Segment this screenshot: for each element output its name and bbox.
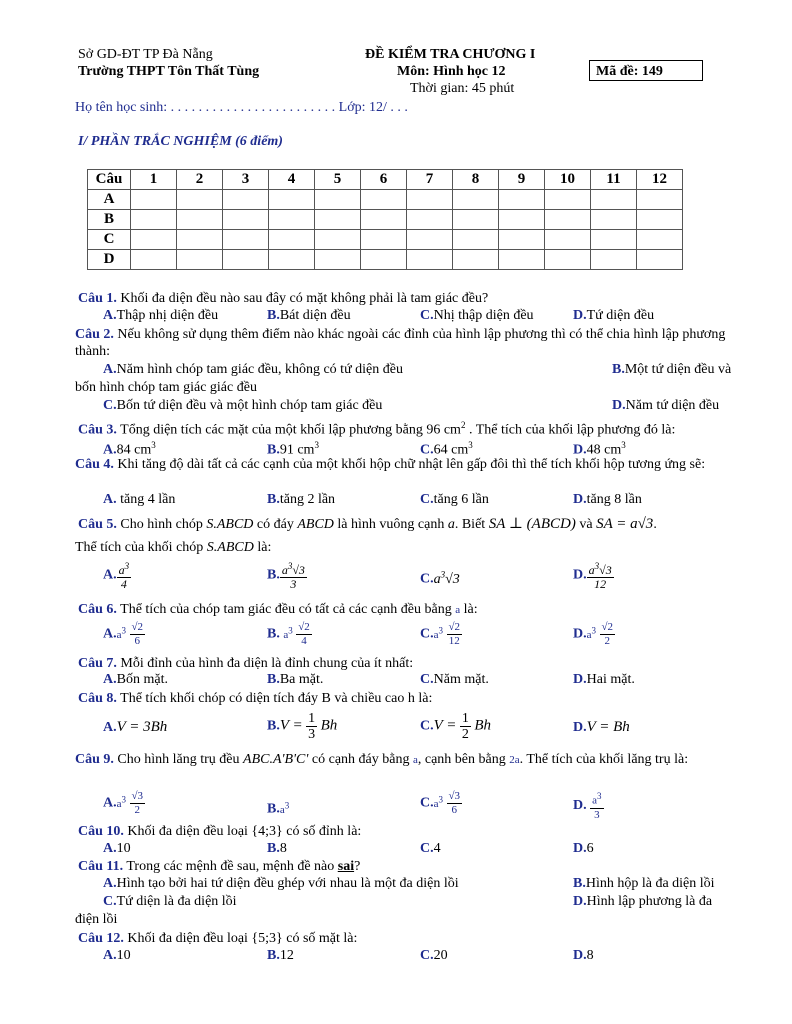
subject: Môn: Hình học 12 bbox=[397, 64, 506, 79]
q1-option-a[interactable]: A.Thập nhị diện đều bbox=[103, 308, 219, 323]
answer-cell[interactable] bbox=[315, 250, 361, 270]
answer-cell[interactable] bbox=[131, 250, 177, 270]
q1-option-d[interactable]: D.Tứ diện đều bbox=[573, 308, 655, 323]
q12-option-b[interactable]: B.12 bbox=[267, 948, 294, 963]
q11-option-d-continued: điện lồi bbox=[75, 912, 118, 927]
q4-option-b[interactable]: B.tăng 2 lần bbox=[267, 492, 336, 507]
answer-cell[interactable] bbox=[591, 190, 637, 210]
answer-cell[interactable] bbox=[131, 210, 177, 230]
q3-option-c[interactable]: C.64 $cm^3$ bbox=[420, 440, 473, 458]
q4-option-a[interactable]: A. tăng 4 lần bbox=[103, 492, 176, 507]
question-10: Câu 10. Khối đa diện đều loại {4;3} có số đỉnh là: bbox=[78, 824, 362, 839]
answer-cell[interactable] bbox=[499, 190, 545, 210]
answer-cell[interactable] bbox=[637, 250, 683, 270]
q11-option-d[interactable]: D.Hình lập phương là đa bbox=[573, 894, 713, 909]
answer-cell[interactable] bbox=[177, 230, 223, 250]
q6-option-d[interactable]: $D.a^3$ $\frac{√2}{2}$ bbox=[573, 621, 614, 647]
answer-cell[interactable] bbox=[315, 230, 361, 250]
q10-option-b[interactable]: B.8 bbox=[267, 841, 287, 856]
q9-option-c[interactable]: $C.a^3$ $\frac{√3}{6}$ bbox=[420, 790, 461, 816]
answer-cell[interactable] bbox=[499, 230, 545, 250]
answer-cell[interactable] bbox=[499, 210, 545, 230]
q5-option-a[interactable]: A. $\frac{a^3}{4}$ bbox=[103, 561, 130, 591]
question-5-continued: Thể tích của khối chóp S.ABCD là: bbox=[75, 540, 272, 555]
table-header-cell: 2 bbox=[177, 170, 223, 190]
q5-option-d[interactable]: D. $\frac{a^3√3}{12}$ bbox=[573, 561, 612, 591]
answer-cell[interactable] bbox=[177, 190, 223, 210]
q5-option-b[interactable]: B. $\frac{a^3√3}{3}$ bbox=[267, 561, 305, 591]
q2-option-b-continued: bốn hình chóp tam giác giác đều bbox=[75, 380, 257, 395]
answer-cell[interactable] bbox=[637, 190, 683, 210]
q8-option-a[interactable]: A.V = 3Bh bbox=[103, 719, 168, 735]
table-header-cell: 12 bbox=[637, 170, 683, 190]
answer-cell[interactable] bbox=[591, 210, 637, 230]
q12-option-c[interactable]: C.20 bbox=[420, 948, 448, 963]
q11-option-c[interactable]: C.Tứ diện là đa diện lồi bbox=[103, 894, 237, 909]
question-3: Câu 3. Tổng diện tích các mặt của một khối lập phương bằng 96 $cm^2$ . Thể tích của khối lập phương đó là: bbox=[78, 420, 676, 438]
question-8: Câu 8. Thể tích khối chóp có diện tích đáy B và chiều cao h là: bbox=[78, 691, 433, 706]
school-name: Trường THPT Tôn Thất Tùng bbox=[78, 64, 260, 79]
table-header-cell: 4 bbox=[269, 170, 315, 190]
answer-cell[interactable] bbox=[131, 190, 177, 210]
answer-cell[interactable] bbox=[177, 210, 223, 230]
table-row bbox=[88, 210, 683, 230]
q6-option-a[interactable]: $A.a^3$ $\frac{√2}{6}$ bbox=[103, 621, 144, 647]
q11-option-a[interactable]: A.Hình tạo bởi hai tứ diện đều ghép với nhau là một đa diện lồi bbox=[103, 876, 459, 891]
answer-cell[interactable] bbox=[315, 210, 361, 230]
answer-cell[interactable] bbox=[545, 210, 591, 230]
table-header-cell: Câu bbox=[88, 170, 131, 190]
answer-table bbox=[87, 169, 683, 270]
q6-option-b[interactable]: B. $a^3$ $\frac{√2}{4}$ bbox=[267, 621, 310, 647]
q8-option-d[interactable]: D.V = Bh bbox=[573, 719, 630, 735]
table-header-cell: 8 bbox=[453, 170, 499, 190]
answer-cell[interactable] bbox=[407, 210, 453, 230]
answer-cell[interactable] bbox=[223, 230, 269, 250]
answer-cell[interactable] bbox=[269, 250, 315, 270]
q10-option-d[interactable]: D.6 bbox=[573, 841, 594, 856]
q9-option-d[interactable]: D. $\frac{a^3}{3}$ bbox=[573, 791, 602, 821]
answer-cell[interactable] bbox=[407, 250, 453, 270]
exam-time: Thời gian: 45 phút bbox=[410, 81, 515, 96]
q7-option-a[interactable]: A.Bốn mặt. bbox=[103, 672, 168, 687]
q2-option-c[interactable]: C.Bốn tứ diện đều và một hình chóp tam giác đều bbox=[103, 398, 383, 413]
question-4: Câu 4. Khi tăng độ dài tất cả các cạnh của một khối hộp chữ nhật lên gấp đôi thì thể tích khối hộp tương ứng sẽ: bbox=[75, 457, 706, 472]
answer-cell[interactable] bbox=[315, 190, 361, 210]
q11-option-b[interactable]: B.Hình hộp là đa diện lồi bbox=[573, 876, 715, 891]
table-header-cell: 10 bbox=[545, 170, 591, 190]
q12-option-a[interactable]: A.10 bbox=[103, 948, 131, 963]
answer-cell[interactable] bbox=[361, 190, 407, 210]
table-row bbox=[88, 170, 683, 190]
q9-option-b[interactable]: $B.a^3$ bbox=[267, 800, 290, 817]
answer-cell[interactable] bbox=[453, 230, 499, 250]
answer-cell[interactable] bbox=[453, 250, 499, 270]
q2-option-b[interactable]: B.Một tứ diện đều và bbox=[612, 362, 732, 377]
section-title: I/ PHẦN TRẮC NGHIỆM (6 điểm) bbox=[78, 134, 283, 149]
q1-option-b[interactable]: B.Bát diện đều bbox=[267, 308, 351, 323]
q7-option-b[interactable]: B.Ba mặt. bbox=[267, 672, 324, 687]
row-label: C bbox=[88, 230, 131, 250]
answer-cell[interactable] bbox=[453, 210, 499, 230]
q4-option-c[interactable]: C.tăng 6 lần bbox=[420, 492, 489, 507]
answer-cell[interactable] bbox=[453, 190, 499, 210]
q4-option-d[interactable]: D.tăng 8 lần bbox=[573, 492, 642, 507]
answer-cell[interactable] bbox=[223, 210, 269, 230]
question-1: Câu 1. Khối đa diện đều nào sau đây có mặt không phải là tam giác đều? bbox=[78, 291, 489, 306]
q10-option-a[interactable]: A.10 bbox=[103, 841, 131, 856]
answer-cell[interactable] bbox=[223, 250, 269, 270]
answer-cell[interactable] bbox=[637, 210, 683, 230]
question-5: Câu 5. Cho hình chóp S.ABCD có đáy ABCD là hình vuông cạnh a. Biết SA ⊥ (ABCD) và SA = a√3. bbox=[78, 516, 657, 532]
question-7: Câu 7. Mỗi đỉnh của hình đa diện là đỉnh chung của ít nhất: bbox=[78, 656, 414, 671]
answer-cell[interactable] bbox=[545, 190, 591, 210]
q8-option-b[interactable]: B.V = $\frac{1}{3}$ Bh bbox=[267, 711, 338, 742]
answer-cell[interactable] bbox=[361, 250, 407, 270]
answer-cell[interactable] bbox=[361, 210, 407, 230]
exam-title: ĐỀ KIỂM TRA CHƯƠNG I bbox=[365, 47, 536, 62]
q3-option-d[interactable]: D.48 $cm^3$ bbox=[573, 440, 626, 458]
answer-cell[interactable] bbox=[591, 230, 637, 250]
q2-option-d[interactable]: D.Năm tứ diện đều bbox=[612, 398, 720, 413]
q10-option-c[interactable]: C.4 bbox=[420, 841, 441, 856]
row-label: D bbox=[88, 250, 131, 270]
q2-option-a[interactable]: A.Năm hình chóp tam giác đều, không có tứ diện đều bbox=[103, 362, 403, 377]
question-2: Câu 2. Nếu không sử dụng thêm điểm nào khác ngoài các đỉnh của hình lập phương thì có thể chia hình lập phương thành: bbox=[75, 327, 726, 359]
answer-cell[interactable] bbox=[269, 230, 315, 250]
answer-cell[interactable] bbox=[131, 230, 177, 250]
question-9: Câu 9. Cho hình lăng trụ đều ABC.A'B'C' có cạnh đáy bằng a, cạnh bên bằng 2a. Thể tích của khối lăng trụ là: bbox=[75, 752, 689, 767]
answer-cell[interactable] bbox=[407, 230, 453, 250]
row-label: B bbox=[88, 210, 131, 230]
student-info-line: Họ tên học sinh: . . . . . . . . . . . . . . . . . . . . . . . . Lớp: 12/ . . . bbox=[75, 100, 408, 115]
answer-cell[interactable] bbox=[591, 250, 637, 270]
answer-cell[interactable] bbox=[177, 250, 223, 270]
answer-cell[interactable] bbox=[545, 230, 591, 250]
table-header-cell: 11 bbox=[591, 170, 637, 190]
table-header-cell: 7 bbox=[407, 170, 453, 190]
table-header-cell: 9 bbox=[499, 170, 545, 190]
table-row bbox=[88, 250, 683, 270]
question-11: Câu 11. Trong các mệnh đề sau, mệnh đề nào sai? bbox=[78, 859, 361, 874]
q3-option-a[interactable]: A.84 $cm^3$ bbox=[103, 440, 156, 458]
answer-cell[interactable] bbox=[269, 190, 315, 210]
answer-cell[interactable] bbox=[637, 230, 683, 250]
q7-option-d[interactable]: D.Hai mặt. bbox=[573, 672, 635, 687]
question-6: Câu 6. Thể tích của chóp tam giác đều có tất cả các cạnh đều bằng a là: bbox=[78, 602, 478, 617]
answer-cell[interactable] bbox=[407, 190, 453, 210]
q7-option-c[interactable]: C.Năm mặt. bbox=[420, 672, 489, 687]
q12-option-d[interactable]: D.8 bbox=[573, 948, 594, 963]
q6-option-c[interactable]: $C.a^3$ $\frac{√2}{12}$ bbox=[420, 621, 461, 647]
q5-option-c[interactable]: $C.a^3√3$ bbox=[420, 569, 460, 587]
table-row bbox=[88, 190, 683, 210]
answer-cell[interactable] bbox=[269, 210, 315, 230]
answer-cell[interactable] bbox=[545, 250, 591, 270]
q8-option-c[interactable]: C.V = $\frac{1}{2}$ Bh bbox=[420, 711, 492, 742]
table-header-cell: 5 bbox=[315, 170, 361, 190]
table-header-cell: 1 bbox=[131, 170, 177, 190]
q1-option-c[interactable]: C.Nhị thập diện đều bbox=[420, 308, 534, 323]
department: Sở GD-ĐT TP Đà Nẵng bbox=[78, 47, 213, 62]
table-header-cell: 3 bbox=[223, 170, 269, 190]
exam-code: Mã đề: 149 bbox=[589, 60, 703, 81]
question-12: Câu 12. Khối đa diện đều loại {5;3} có số mặt là: bbox=[78, 931, 358, 946]
q3-option-b[interactable]: B.91 $cm^3$ bbox=[267, 440, 319, 458]
table-row bbox=[88, 230, 683, 250]
table-header-cell: 6 bbox=[361, 170, 407, 190]
answer-cell[interactable] bbox=[499, 250, 545, 270]
answer-cell[interactable] bbox=[223, 190, 269, 210]
answer-cell[interactable] bbox=[361, 230, 407, 250]
row-label: A bbox=[88, 190, 131, 210]
q9-option-a[interactable]: $A.a^3$ $\frac{√3}{2}$ bbox=[103, 790, 144, 816]
